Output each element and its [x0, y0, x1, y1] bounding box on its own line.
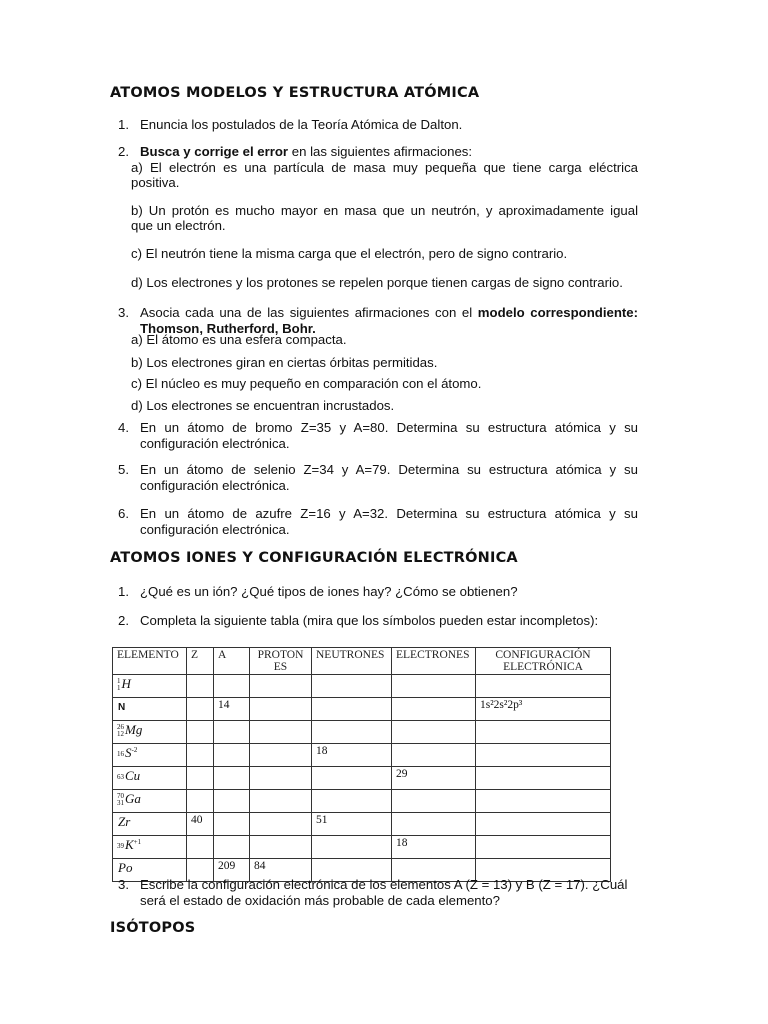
ion-charge: -2 [131, 746, 138, 755]
question-text-cont: será el estado de oxidación más probable de cada elemento? [140, 893, 500, 908]
atomic-number: 31 [117, 799, 124, 808]
cell-e [392, 744, 476, 767]
question-text: Completa la siguiente tabla (mira que los símbolos pueden estar incompletos): [140, 613, 599, 628]
cell-p [250, 790, 312, 813]
cell-p [250, 721, 312, 744]
cell-conf: 1s²2s²2p³ [476, 698, 611, 721]
question-text: ¿Qué es un ión? ¿Qué tipos de iones hay? ¿Cómo se obtienen? [140, 584, 518, 599]
question-number: 1. [118, 117, 129, 132]
question-1 [118, 117, 638, 133]
statement-c: c) El neutrón tiene la misma carga que el electrón, pero de signo contrario. [131, 246, 568, 261]
element-cell [113, 767, 187, 790]
cell-p [250, 744, 312, 767]
element-symbol: S [125, 745, 132, 760]
question-text: Escribe la configuración electrónica de los elementos A (Z = 13) y B (Z = 17). ¿Cuál [140, 877, 628, 892]
section-title-models: ATOMOS MODELOS Y ESTRUCTURA ATÓMICA [110, 85, 480, 101]
cell-conf [476, 721, 611, 744]
question-2 [118, 144, 638, 160]
ion-question-1 [118, 584, 638, 600]
element-symbol: K [125, 837, 134, 852]
cell-z [187, 790, 214, 813]
table-row [113, 698, 611, 721]
table-row [113, 836, 611, 859]
cell-n [312, 675, 392, 698]
table-row [113, 675, 611, 698]
atomic-number: 12 [117, 730, 124, 739]
cell-e [392, 675, 476, 698]
cell-a [214, 675, 250, 698]
nuclide-numbers [117, 724, 124, 738]
cell-e [392, 698, 476, 721]
cell-conf [476, 767, 611, 790]
cell-a [214, 721, 250, 744]
column-header-z: Z [187, 648, 214, 675]
cell-p [250, 836, 312, 859]
cell-a: 209 [214, 859, 250, 882]
cell-z [187, 767, 214, 790]
cell-a [214, 813, 250, 836]
mass-number: 39 [117, 841, 124, 850]
nuclide-numbers [117, 793, 124, 807]
cell-p [250, 675, 312, 698]
question-text: en las siguientes afirmaciones: [288, 144, 473, 159]
cell-e [392, 813, 476, 836]
atomic-number: 16 [117, 749, 124, 758]
cell-n [312, 790, 392, 813]
element-cell [113, 836, 187, 859]
statement-3c: c) El núcleo es muy pequeño en comparación con el átomo. [131, 376, 482, 391]
element-cell [113, 744, 187, 767]
question-bold-text: Busca y corrige el error [140, 144, 289, 159]
question-bold-text: modelo correspondiente: [477, 305, 638, 320]
element-symbol: H [121, 676, 131, 691]
cell-n [312, 836, 392, 859]
table-header-row [113, 648, 611, 675]
cell-n: 18 [312, 744, 392, 767]
table-row [113, 790, 611, 813]
question-text: En un átomo de selenio Z=34 y A=79. Determina su estructura atómica y su [140, 462, 638, 477]
statement-d: d) Los electrones y los protones se repelen porque tienen cargas de signo contrario. [131, 275, 623, 290]
cell-p [250, 698, 312, 721]
element-cell [113, 813, 187, 836]
model-names: Thomson, Rutherford, Bohr. [140, 321, 316, 336]
mass-number: 63 [117, 772, 124, 781]
nuclide-numbers [117, 678, 121, 692]
question-number: 3. [118, 305, 129, 320]
column-header-configuration: CONFIGURACIÓN ELECTRÓNICA [476, 648, 611, 675]
element-symbol: N [118, 701, 126, 713]
section-title-ions: ATOMOS IONES Y CONFIGURACIÓN ELECTRÓNICA [110, 550, 518, 566]
cell-conf [476, 744, 611, 767]
cell-a [214, 744, 250, 767]
question-5 [118, 462, 638, 494]
statement-3b: b) Los electrones giran en ciertas órbitas permitidas. [131, 355, 438, 370]
ion-question-3 [118, 877, 638, 909]
question-4 [118, 420, 638, 452]
section-title-isotopes: ISÓTOPOS [110, 920, 196, 936]
question-text: Enuncia los postulados de la Teoría Atómica de Dalton. [140, 117, 463, 132]
statement-3a: a) El átomo es una esfera compacta. [131, 332, 347, 347]
cell-e: 29 [392, 767, 476, 790]
question-number: 4. [118, 420, 129, 435]
cell-a [214, 767, 250, 790]
cell-n [312, 698, 392, 721]
table-row [113, 813, 611, 836]
question-number: 2. [118, 144, 129, 159]
element-cell [113, 675, 187, 698]
mass-number: 26 [117, 723, 124, 732]
cell-p [250, 767, 312, 790]
element-symbol: Cu [125, 768, 141, 783]
question-text: Asocia cada una de las siguientes afirmaciones con el [140, 305, 478, 320]
mass-number: 70 [117, 792, 124, 801]
question-number: 6. [118, 506, 129, 521]
cell-a: 14 [214, 698, 250, 721]
statement-b-line1: b) Un protón es mucho mayor en masa que un neutrón, y aproximadamente igual [131, 203, 638, 218]
table-row [113, 721, 611, 744]
question-number: 2. [118, 613, 129, 628]
question-number: 1. [118, 584, 129, 599]
cell-e [392, 721, 476, 744]
table-row [113, 744, 611, 767]
cell-n [312, 721, 392, 744]
element-table [112, 647, 611, 882]
question-6 [118, 506, 638, 538]
mass-number: 1 [117, 677, 121, 686]
column-header-electrons: ELECTRONES [392, 648, 476, 675]
cell-p: 84 [250, 859, 312, 882]
cell-conf [476, 813, 611, 836]
cell-z [187, 744, 214, 767]
statement-b-line2: que un electrón. [131, 218, 226, 233]
element-symbol: Mg [125, 722, 143, 737]
cell-a [214, 836, 250, 859]
cell-z [187, 721, 214, 744]
element-symbol: Ga [125, 791, 141, 806]
element-symbol: Zr [118, 814, 131, 829]
cell-e: 18 [392, 836, 476, 859]
cell-conf [476, 790, 611, 813]
nuclide-numbers [117, 751, 124, 758]
statement-a-line1: a) El electrón es una partícula de masa muy pequeña que tiene carga eléctrica [131, 160, 638, 175]
atomic-number: 1 [117, 684, 121, 693]
cell-conf [476, 675, 611, 698]
cell-a [214, 790, 250, 813]
cell-p [250, 813, 312, 836]
question-text: En un átomo de bromo Z=35 y A=80. Determina su estructura atómica y su [140, 420, 638, 435]
question-number: 5. [118, 462, 129, 477]
cell-z [187, 698, 214, 721]
cell-conf [476, 836, 611, 859]
column-header-protons: PROTON ES [250, 648, 312, 675]
cell-n: 51 [312, 813, 392, 836]
element-cell [113, 698, 187, 721]
column-header-neutrons: NEUTRONES [312, 648, 392, 675]
cell-e [392, 790, 476, 813]
element-cell [113, 721, 187, 744]
nuclide-numbers [117, 843, 124, 850]
ion-charge: +1 [133, 838, 142, 847]
cell-n [312, 767, 392, 790]
element-symbol: Po [118, 860, 133, 875]
question-number: 3. [118, 877, 129, 892]
question-text-cont: configuración electrónica. [140, 436, 290, 451]
question-text-cont: configuración electrónica. [140, 522, 290, 537]
question-text-cont: configuración electrónica. [140, 478, 290, 493]
cell-z [187, 836, 214, 859]
cell-z [187, 675, 214, 698]
cell-z: 40 [187, 813, 214, 836]
statement-3d: d) Los electrones se encuentran incrustados. [131, 398, 395, 413]
statement-a-line2: positiva. [131, 175, 180, 190]
column-header-a: A [214, 648, 250, 675]
nuclide-numbers [117, 774, 124, 781]
question-text: En un átomo de azufre Z=16 y A=32. Determina su estructura atómica y su [140, 506, 638, 521]
ion-question-2 [118, 613, 638, 629]
table-row [113, 767, 611, 790]
column-header-element: ELEMENTO [113, 648, 187, 675]
element-cell [113, 790, 187, 813]
